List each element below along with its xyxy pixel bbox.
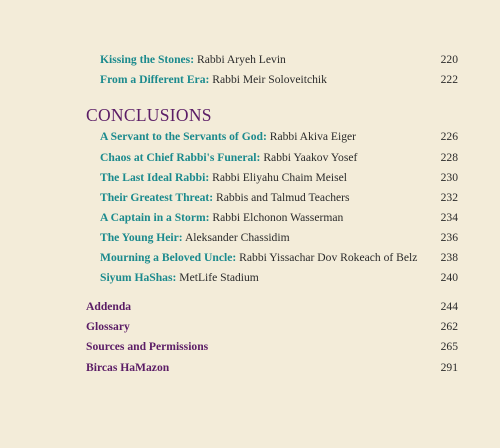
entry-title: A Captain in a Storm: <box>100 211 210 224</box>
entry-author: MetLife Stadium <box>179 271 259 284</box>
toc-entry-text <box>100 208 343 228</box>
entry-author: Rabbi Elchonon Wasserman <box>212 211 344 224</box>
toc-entry-text <box>100 70 327 90</box>
toc-entry-text <box>100 168 347 188</box>
page-number: 262 <box>440 320 458 333</box>
entry-author: Rabbi Eliyahu Chaim Meisel <box>212 171 348 184</box>
page-number: 234 <box>440 211 458 224</box>
entry-title: Kissing the Stones: <box>100 53 195 66</box>
toc-entry-text <box>100 188 350 208</box>
toc-entry[interactable] <box>100 168 458 188</box>
entry-title: The Young Heir: <box>100 231 183 244</box>
page-number: 226 <box>440 130 458 143</box>
toc-entry-text <box>100 268 259 288</box>
entry-author: Rabbi Yissachar Dov Rokeach of Belz <box>239 251 418 264</box>
entry-author: Rabbi Yaakov Yosef <box>263 151 358 164</box>
entry-title: Sources and Permissions <box>86 340 209 353</box>
toc-entry[interactable] <box>100 188 458 208</box>
page-number: 222 <box>440 73 458 86</box>
toc-entry[interactable] <box>100 248 458 268</box>
entry-title: From a Different Era: <box>100 73 210 86</box>
page-number: 232 <box>440 191 458 204</box>
toc-entry-addenda[interactable] <box>86 297 458 317</box>
page-number: 228 <box>440 151 458 164</box>
toc-entry-text <box>100 50 286 70</box>
page-number: 238 <box>440 251 458 264</box>
entry-title: Glossary <box>86 320 130 333</box>
entry-title: Their Greatest Threat: <box>100 191 214 204</box>
toc-entry-text <box>100 127 356 147</box>
toc-entry-text <box>100 248 417 268</box>
entry-title: The Last Ideal Rabbi: <box>100 171 210 184</box>
toc-entry[interactable] <box>100 208 458 228</box>
toc-entry[interactable] <box>100 70 458 90</box>
entry-title: Chaos at Chief Rabbi's Funeral: <box>100 151 261 164</box>
toc-entry[interactable] <box>100 50 458 70</box>
toc-entry-glossary[interactable] <box>86 317 458 337</box>
toc-entry-text <box>100 148 357 168</box>
entry-title: Bircas HaMazon <box>86 361 170 374</box>
entry-title: A Servant to the Servants of God: <box>100 130 267 143</box>
entry-title: Mourning a Beloved Uncle: <box>100 251 237 264</box>
toc-entry-text <box>100 228 290 248</box>
page-number: 220 <box>440 53 458 66</box>
entry-author: Rabbis and Talmud Teachers <box>216 191 350 204</box>
toc-entry-sources[interactable] <box>86 337 458 357</box>
entry-author: Rabbi Aryeh Levin <box>196 53 286 66</box>
entry-title: Addenda <box>86 300 132 313</box>
toc-entry[interactable] <box>100 148 458 168</box>
section-heading-conclusions: CONCLUSIONS <box>86 105 212 125</box>
page-number: 265 <box>440 340 458 353</box>
entry-title: Siyum HaShas: <box>100 271 177 284</box>
toc-entry[interactable] <box>100 127 458 147</box>
entry-author: Rabbi Meir Soloveitchik <box>212 73 327 86</box>
page-number: 230 <box>440 171 458 184</box>
toc-entry-bircas-hamazon[interactable] <box>86 358 458 378</box>
page-number: 244 <box>440 300 458 313</box>
page-number: 236 <box>440 231 458 244</box>
entry-author: Rabbi Akiva Eiger <box>269 130 357 143</box>
toc-entry[interactable] <box>100 268 458 288</box>
entry-author: Aleksander Chassidim <box>184 231 290 244</box>
page-number: 240 <box>440 271 458 284</box>
toc-entry[interactable] <box>100 228 458 248</box>
page-number: 291 <box>440 361 458 374</box>
